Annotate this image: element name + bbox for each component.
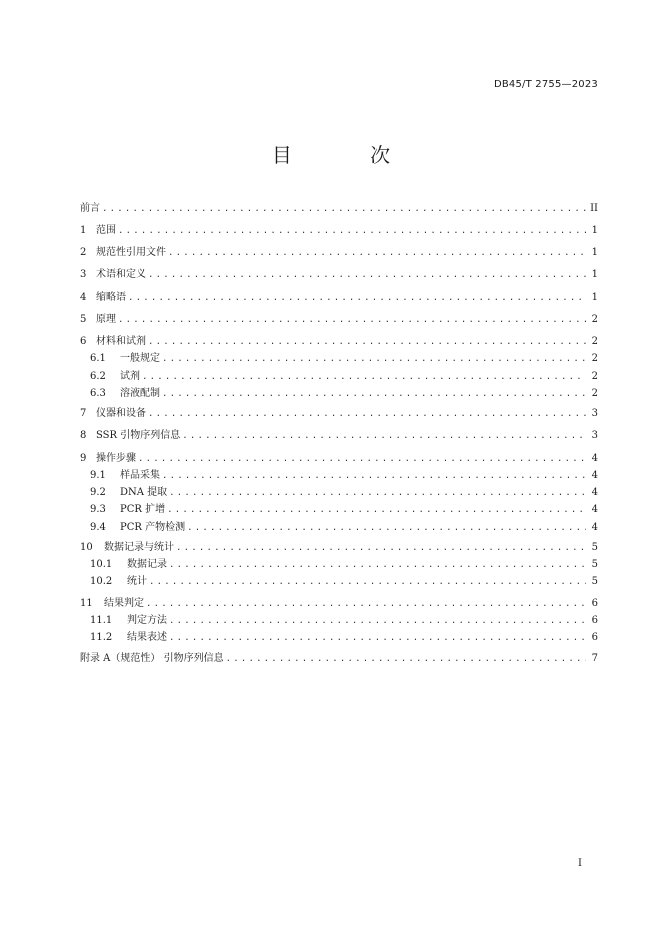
toc-entry-number: 8	[80, 430, 87, 441]
toc-entry-label: 规范性引用文件	[96, 247, 166, 258]
toc-entry-label: 缩略语	[96, 292, 126, 303]
dot-leader	[162, 469, 586, 483]
toc-entry-label: 材料和试剂	[96, 336, 146, 347]
toc-entry-page: II	[590, 203, 598, 214]
toc-entry-label: 原理	[96, 314, 116, 325]
toc-entry-page: 1	[591, 225, 598, 236]
toc-entry-page: 6	[591, 615, 598, 626]
dot-leader	[169, 558, 586, 572]
toc-entry-number: 5	[80, 314, 87, 325]
toc-entry[interactable]	[80, 405, 598, 421]
toc-entry-number: 9.3	[90, 504, 106, 515]
toc-entry-label: DNA 提取	[120, 487, 168, 498]
dot-leader	[176, 541, 586, 555]
toc-entry-number: 11.1	[90, 615, 113, 626]
toc-subentry[interactable]	[80, 573, 598, 589]
dot-leader	[102, 202, 586, 216]
toc-entry-number: 4	[80, 292, 87, 303]
toc-entry-page: 5	[591, 542, 598, 553]
toc-subentry[interactable]	[80, 484, 598, 500]
toc-subentry[interactable]	[80, 519, 598, 535]
toc-entry-page: 6	[591, 632, 598, 643]
toc-entry-label: 试剂	[120, 371, 140, 382]
toc-entry-number: 9.4	[90, 522, 106, 533]
toc-entry-page: 5	[591, 559, 598, 570]
toc-entry-label: 判定方法	[127, 615, 167, 626]
toc-subentry[interactable]	[80, 467, 598, 483]
dot-leader	[187, 521, 586, 535]
toc-entry-label: 统计	[127, 576, 147, 587]
toc-entry-page: 4	[591, 470, 598, 481]
toc-subentry[interactable]	[80, 629, 598, 645]
page-number: I	[578, 858, 582, 869]
dot-leader	[142, 370, 586, 384]
dot-leader	[168, 246, 586, 260]
dot-leader	[128, 291, 586, 305]
toc-entry-label: 溶液配制	[120, 388, 160, 399]
dot-leader	[226, 652, 586, 666]
toc-entry-page: 3	[591, 408, 598, 419]
toc-entry-page: 4	[591, 487, 598, 498]
toc-entry[interactable]	[80, 595, 598, 611]
toc-entry-page: 1	[591, 292, 598, 303]
toc-entry-number: 10.2	[90, 576, 113, 587]
toc-entry[interactable]	[80, 222, 598, 238]
toc-entry-page: 2	[591, 336, 598, 347]
toc-entry-page: 6	[591, 598, 598, 609]
toc-entry[interactable]	[80, 450, 598, 466]
toc-entry-number: 6.1	[90, 353, 106, 364]
toc-entry-number: 10.1	[90, 559, 113, 570]
toc-entry-label: 数据记录	[127, 559, 167, 570]
toc-subentry[interactable]	[80, 556, 598, 572]
toc-entry-page: 1	[591, 269, 598, 280]
dot-leader	[148, 407, 586, 421]
dot-leader	[118, 224, 586, 238]
toc-entry-label: 结果表述	[127, 632, 167, 643]
toc-subentry[interactable]	[80, 501, 598, 517]
toc-subentry[interactable]	[80, 612, 598, 628]
toc-entry-page: 3	[591, 430, 598, 441]
toc-entry-page: 4	[591, 504, 598, 515]
toc-entry-page: 2	[591, 371, 598, 382]
toc-entry-label: 操作步骤	[96, 453, 136, 464]
toc-entry-label: 附录 A（规范性） 引物序列信息	[80, 653, 224, 664]
toc-entry-number: 7	[80, 408, 87, 419]
toc-entry-label: 仪器和设备	[96, 408, 146, 419]
toc-subentry[interactable]	[80, 385, 598, 401]
dot-leader	[118, 313, 586, 327]
toc-entry-label: 术语和定义	[96, 269, 146, 280]
dot-leader	[169, 614, 586, 628]
toc-entry-number: 6.2	[90, 371, 106, 382]
toc-entry[interactable]	[80, 289, 598, 305]
toc-entry-label: SSR 引物序列信息	[96, 430, 181, 441]
toc-entry[interactable]	[80, 427, 598, 443]
toc-entry[interactable]	[80, 244, 598, 260]
dot-leader	[167, 503, 586, 517]
toc-entry-page: 2	[591, 353, 598, 364]
dot-leader	[148, 268, 586, 282]
toc-entry-page: 7	[591, 653, 598, 664]
toc-entry-label: PCR 产物检测	[120, 522, 186, 533]
toc-entry-label: 前言	[80, 203, 100, 214]
toc-entry-number: 10	[80, 542, 93, 553]
toc-entry-number: 9	[80, 453, 87, 464]
dot-leader	[182, 429, 586, 443]
toc-entry-number: 11	[80, 598, 93, 609]
toc-entry-page: 2	[591, 388, 598, 399]
toc-entry[interactable]	[80, 200, 598, 216]
toc-entry-page: 4	[591, 453, 598, 464]
dot-leader	[149, 575, 586, 589]
toc-subentry[interactable]	[80, 368, 598, 384]
document-code: DB45/T 2755—2023	[493, 79, 598, 90]
dot-leader	[169, 631, 586, 645]
toc-entry-number: 6.3	[90, 388, 106, 399]
toc-entry-label: 一般规定	[120, 353, 160, 364]
toc-entry-label: 数据记录与统计	[104, 542, 174, 553]
dot-leader	[138, 452, 586, 466]
dot-leader	[162, 387, 586, 401]
page-title: 目 次	[271, 143, 427, 167]
toc-entry[interactable]	[80, 311, 598, 327]
toc-entry[interactable]	[80, 333, 598, 349]
dot-leader	[148, 335, 586, 349]
toc-entry-label: PCR 扩增	[120, 504, 166, 515]
toc-entry-page: 1	[591, 247, 598, 258]
toc-entry-number: 9.2	[90, 487, 106, 498]
toc-entry-page: 2	[591, 314, 598, 325]
toc-entry-label: 结果判定	[104, 598, 144, 609]
toc-entry-number: 9.1	[90, 470, 106, 481]
toc-entry-label: 范围	[96, 225, 116, 236]
toc-entry-page: 5	[591, 576, 598, 587]
dot-leader	[146, 597, 586, 611]
toc-entry-number: 1	[80, 225, 87, 236]
toc-entry[interactable]	[80, 266, 598, 282]
toc-entry[interactable]	[80, 650, 598, 666]
dot-leader	[169, 486, 586, 500]
toc-subentry[interactable]	[80, 350, 598, 366]
toc-entry-number: 3	[80, 269, 87, 280]
toc-entry-page: 4	[591, 522, 598, 533]
toc-entry-label: 样品采集	[120, 470, 160, 481]
toc-entry-number: 6	[80, 336, 87, 347]
toc-entry-number: 11.2	[90, 632, 113, 643]
toc-entry[interactable]	[80, 539, 598, 555]
toc-entry-number: 2	[80, 247, 87, 258]
dot-leader	[162, 352, 586, 366]
